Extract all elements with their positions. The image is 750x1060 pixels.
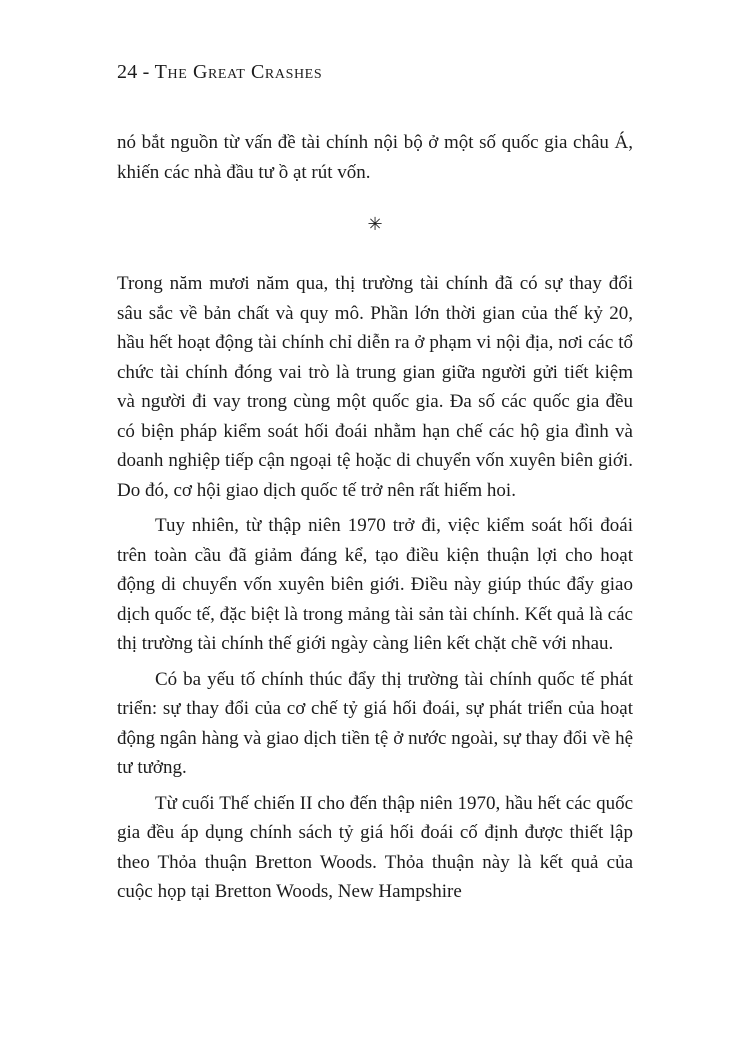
section-divider-asterisk: ✳ xyxy=(367,214,383,234)
book-title: The Great Crashes xyxy=(154,61,323,83)
paragraph-continuation: nó bắt nguồn từ vấn đề tài chính nội bộ ở một số quốc gia châu Á, khiến các nhà đầu tư ồ ạt rút vốn. xyxy=(117,132,633,183)
paragraph: Có ba yếu tố chính thúc đẩy thị trường tài chính quốc tế phát triển: sự thay đổi của cơ chế tỷ giá hối đoái, sự phát triển của hoạt động ngân hàng và giao dịch tiền tệ ở nước ngoài, sự thay đổi về hệ tư tưởng. xyxy=(117,668,633,778)
paragraph: Từ cuối Thế chiến II cho đến thập niên 1970, hầu hết các quốc gia đều áp dụng chính sách tỷ giá hối đoái cố định được thiết lập theo Thỏa thuận Bretton Woods. Thỏa thuận này là kết quả của cuộc họp tại Bretton Woods, New Hampshire xyxy=(117,792,633,902)
header-separator: - xyxy=(137,61,155,83)
page-header xyxy=(117,60,633,84)
paragraph: Trong năm mươi năm qua, thị trường tài chính đã có sự thay đổi sâu sắc về bản chất và quy mô. Phần lớn thời gian của thế kỷ 20, hầu hết hoạt động tài chính chỉ diễn ra ở phạm vi nội địa, nơi các tổ chức tài chính đóng vai trò là trung gian giữa người gửi tiết kiệm và người đi vay trong cùng một quốc gia. Đa số các quốc gia đều có biện pháp kiểm soát hối đoái nhằm hạn chế các hộ gia đình và doanh nghiệp tiếp cận ngoại tệ hoặc di chuyển vốn xuyên biên giới. Do đó, cơ hội giao dịch quốc tế trở nên rất hiếm hoi. xyxy=(117,273,633,501)
page-number: 24 xyxy=(117,61,138,83)
page-body xyxy=(117,128,633,907)
paragraph: Tuy nhiên, từ thập niên 1970 trở đi, việc kiểm soát hối đoái trên toàn cầu đã giảm đáng kể, tạo điều kiện thuận lợi cho hoạt động di chuyển vốn xuyên biên giới. Điều này giúp thúc đẩy giao dịch quốc tế, đặc biệt là trong mảng tài sản tài chính. Kết quả là các thị trường tài chính thế giới ngày càng liên kết chặt chẽ với nhau. xyxy=(117,515,633,654)
